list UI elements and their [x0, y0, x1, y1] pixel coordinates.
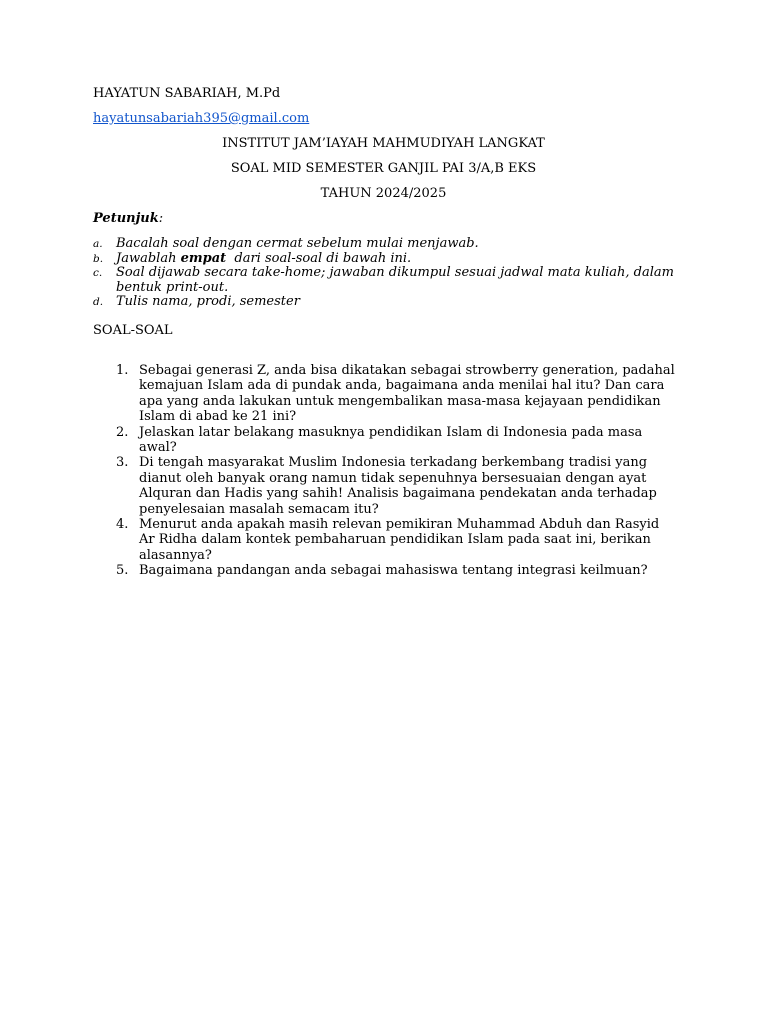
- instructions-heading-label: Petunjuk: [93, 211, 159, 226]
- instruction-marker: b.: [93, 252, 104, 265]
- exam-title: SOAL MID SEMESTER GANJIL PAI 3/A,B EKS: [230, 161, 537, 176]
- instruction-item: [93, 252, 683, 267]
- question-line: Jelaskan latar belakang masuknya pendidikan Islam di Indonesia pada masa: [139, 424, 643, 440]
- instructions-list: [93, 237, 683, 310]
- instruction-text-before: Jawablah: [116, 250, 181, 266]
- institution-title: INSTITUT JAM’IAYAH MAHMUDIYAH LANGKAT: [222, 136, 545, 151]
- questions-list: [116, 363, 676, 579]
- author-email-link[interactable]: hayatunsabariah395@gmail.com: [93, 111, 310, 126]
- question-number: 1.: [116, 363, 129, 378]
- instructions-heading-colon: :: [158, 211, 164, 226]
- instruction-marker: d.: [93, 296, 104, 308]
- question-line: Islam di abad ke 21 ini?: [139, 409, 297, 425]
- question-item: [116, 363, 676, 425]
- question-line: Alquran dan Hadis yang sahih! Analisis bagaimana pendekatan anda terhadap: [139, 486, 657, 502]
- instruction-marker: c.: [93, 267, 103, 279]
- instruction-text: Tulis nama, prodi, semester: [116, 294, 300, 309]
- question-line: Menurut anda apakah masih relevan pemikiran Muhammad Abduh dan Rasyid: [139, 517, 660, 533]
- question-item: [116, 425, 676, 456]
- question-line: Ar Ridha dalam kontek pembaharuan pendidikan Islam pada saat ini, berikan: [139, 532, 651, 548]
- author-name: HAYATUN SABARIAH, M.Pd: [93, 86, 281, 101]
- instruction-item: [93, 295, 683, 310]
- question-line: apa yang anda lakukan untuk mengembalikan masa-masa kejayaan pendidikan: [139, 393, 661, 409]
- instruction-emphasis: empat: [180, 250, 227, 266]
- instruction-text-after: dari soal-soal di bawah ini.: [226, 250, 412, 266]
- question-number: 4.: [116, 517, 129, 533]
- question-line: dianut oleh banyak orang namun tidak sepenuhnya bersesuaian dengan ayat: [139, 470, 647, 486]
- question-line: penyelesaian masalah semacam itu?: [139, 501, 379, 517]
- instructions-heading: [93, 211, 163, 227]
- question-number: 3.: [116, 455, 129, 471]
- question-line: kemajuan Islam ada di pundak anda, bagaimana anda menilai hal itu? Dan cara: [139, 378, 665, 394]
- question-line: Bagaimana pandangan anda sebagai mahasiswa tentang integrasi keilmuan?: [139, 563, 648, 579]
- question-line: awal?: [139, 440, 177, 456]
- question-item: [116, 517, 676, 563]
- questions-heading: SOAL-SOAL: [93, 323, 173, 338]
- instruction-item: [93, 266, 683, 295]
- instruction-marker: a.: [93, 238, 103, 250]
- question-number: 2.: [116, 424, 129, 440]
- instruction-text: Soal dijawab secara take-home; jawaban dikumpul sesuai jadwal mata kuliah, dalam bentuk print-out.: [116, 265, 674, 295]
- question-number: 5.: [116, 563, 129, 579]
- instruction-item: [93, 237, 683, 252]
- question-line: Sebagai generasi Z, anda bisa dikatakan sebagai strowberry generation, padahal: [139, 363, 675, 378]
- question-item: [116, 563, 676, 578]
- question-item: [116, 455, 676, 517]
- academic-year: TAHUN 2024/2025: [320, 186, 447, 201]
- instruction-text: Bacalah soal dengan cermat sebelum mulai menjawab.: [116, 236, 479, 251]
- question-line: Di tengah masyarakat Muslim Indonesia terkadang berkembang tradisi yang: [139, 455, 648, 471]
- question-line: alasannya?: [139, 547, 212, 563]
